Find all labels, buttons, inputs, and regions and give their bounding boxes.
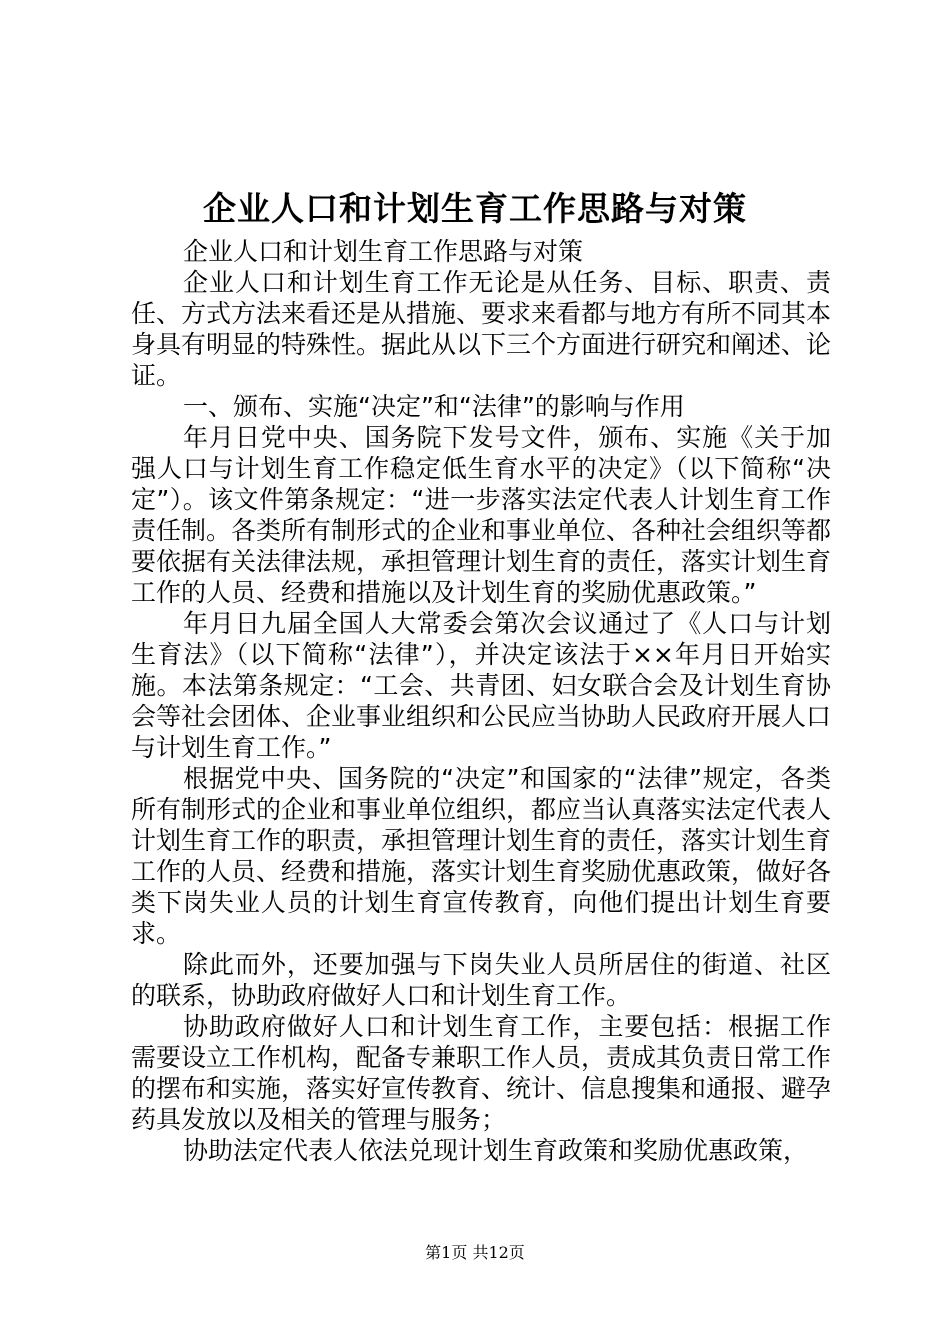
section-heading: 一、颁布、实施“决定”和“法律”的影响与作用 <box>183 392 685 421</box>
paragraph: 根据党中央、国务院的“决定”和国家的“法律”规定，各类所有制形式的企业和事业单位组织，都应当认真落实法定代表人计划生育工作的职责，承担管理计划生育的责任，落实计划生育工作的人员、经费和措施，落实计划生育奖励优惠政策，做好各类下岗失业人员的计划生育宣传教育，向他们提出计划生育要求。 <box>131 764 832 948</box>
page-footer: 第1页 共12页 <box>425 1243 525 1262</box>
paragraph: 协助法定代表人依法兑现计划生育政策和奖励优惠政策， <box>183 1136 809 1165</box>
document-body <box>131 236 831 1166</box>
paragraph: 年月日九届全国人大常委会第次会议通过了《人口与计划生育法》（以下简称“法律”），并决定该法于××年月日开始实施。本法第条规定：“工会、共青团、妇女联合会及计划生育协会等社会团体、企业事业组织和公民应当协助人民政府开展人口与计划生育工作。” <box>131 609 832 762</box>
paragraph: 年月日党中央、国务院下发号文件，颁布、实施《关于加强人口与计划生育工作稳定低生育水平的决定》（以下简称“决定”）。该文件第条规定：“进一步落实法定代表人计划生育工作责任制。各类所有制形式的企业和事业单位、各种社会组织等都要依据有关法律法规，承担管理计划生育的责任，落实计划生育工作的人员、经费和措施以及计划生育的奖励优惠政策。” <box>131 423 832 607</box>
paragraph: 协助政府做好人口和计划生育工作，主要包括：根据工作需要设立工作机构，配备专兼职工作人员，责成其负责日常工作的摆布和实施，落实好宣传教育、统计、信息搜集和通报、避孕药具发放以及相关的管理与服务； <box>131 1012 832 1134</box>
document-title: 企业人口和计划生育工作思路与对策 <box>203 189 747 228</box>
paragraph: 企业人口和计划生育工作无论是从任务、目标、职责、责任、方式方法来看还是从措施、要求来看都与地方有所不同其本身具有明显的特殊性。据此从以下三个方面进行研究和阐述、论证。 <box>131 268 832 390</box>
paragraph: 除此而外，还要加强与下岗失业人员所居住的街道、社区的联系，协助政府做好人口和计划生育工作。 <box>131 950 831 1010</box>
paragraph-subtitle: 企业人口和计划生育工作思路与对策 <box>183 237 584 266</box>
